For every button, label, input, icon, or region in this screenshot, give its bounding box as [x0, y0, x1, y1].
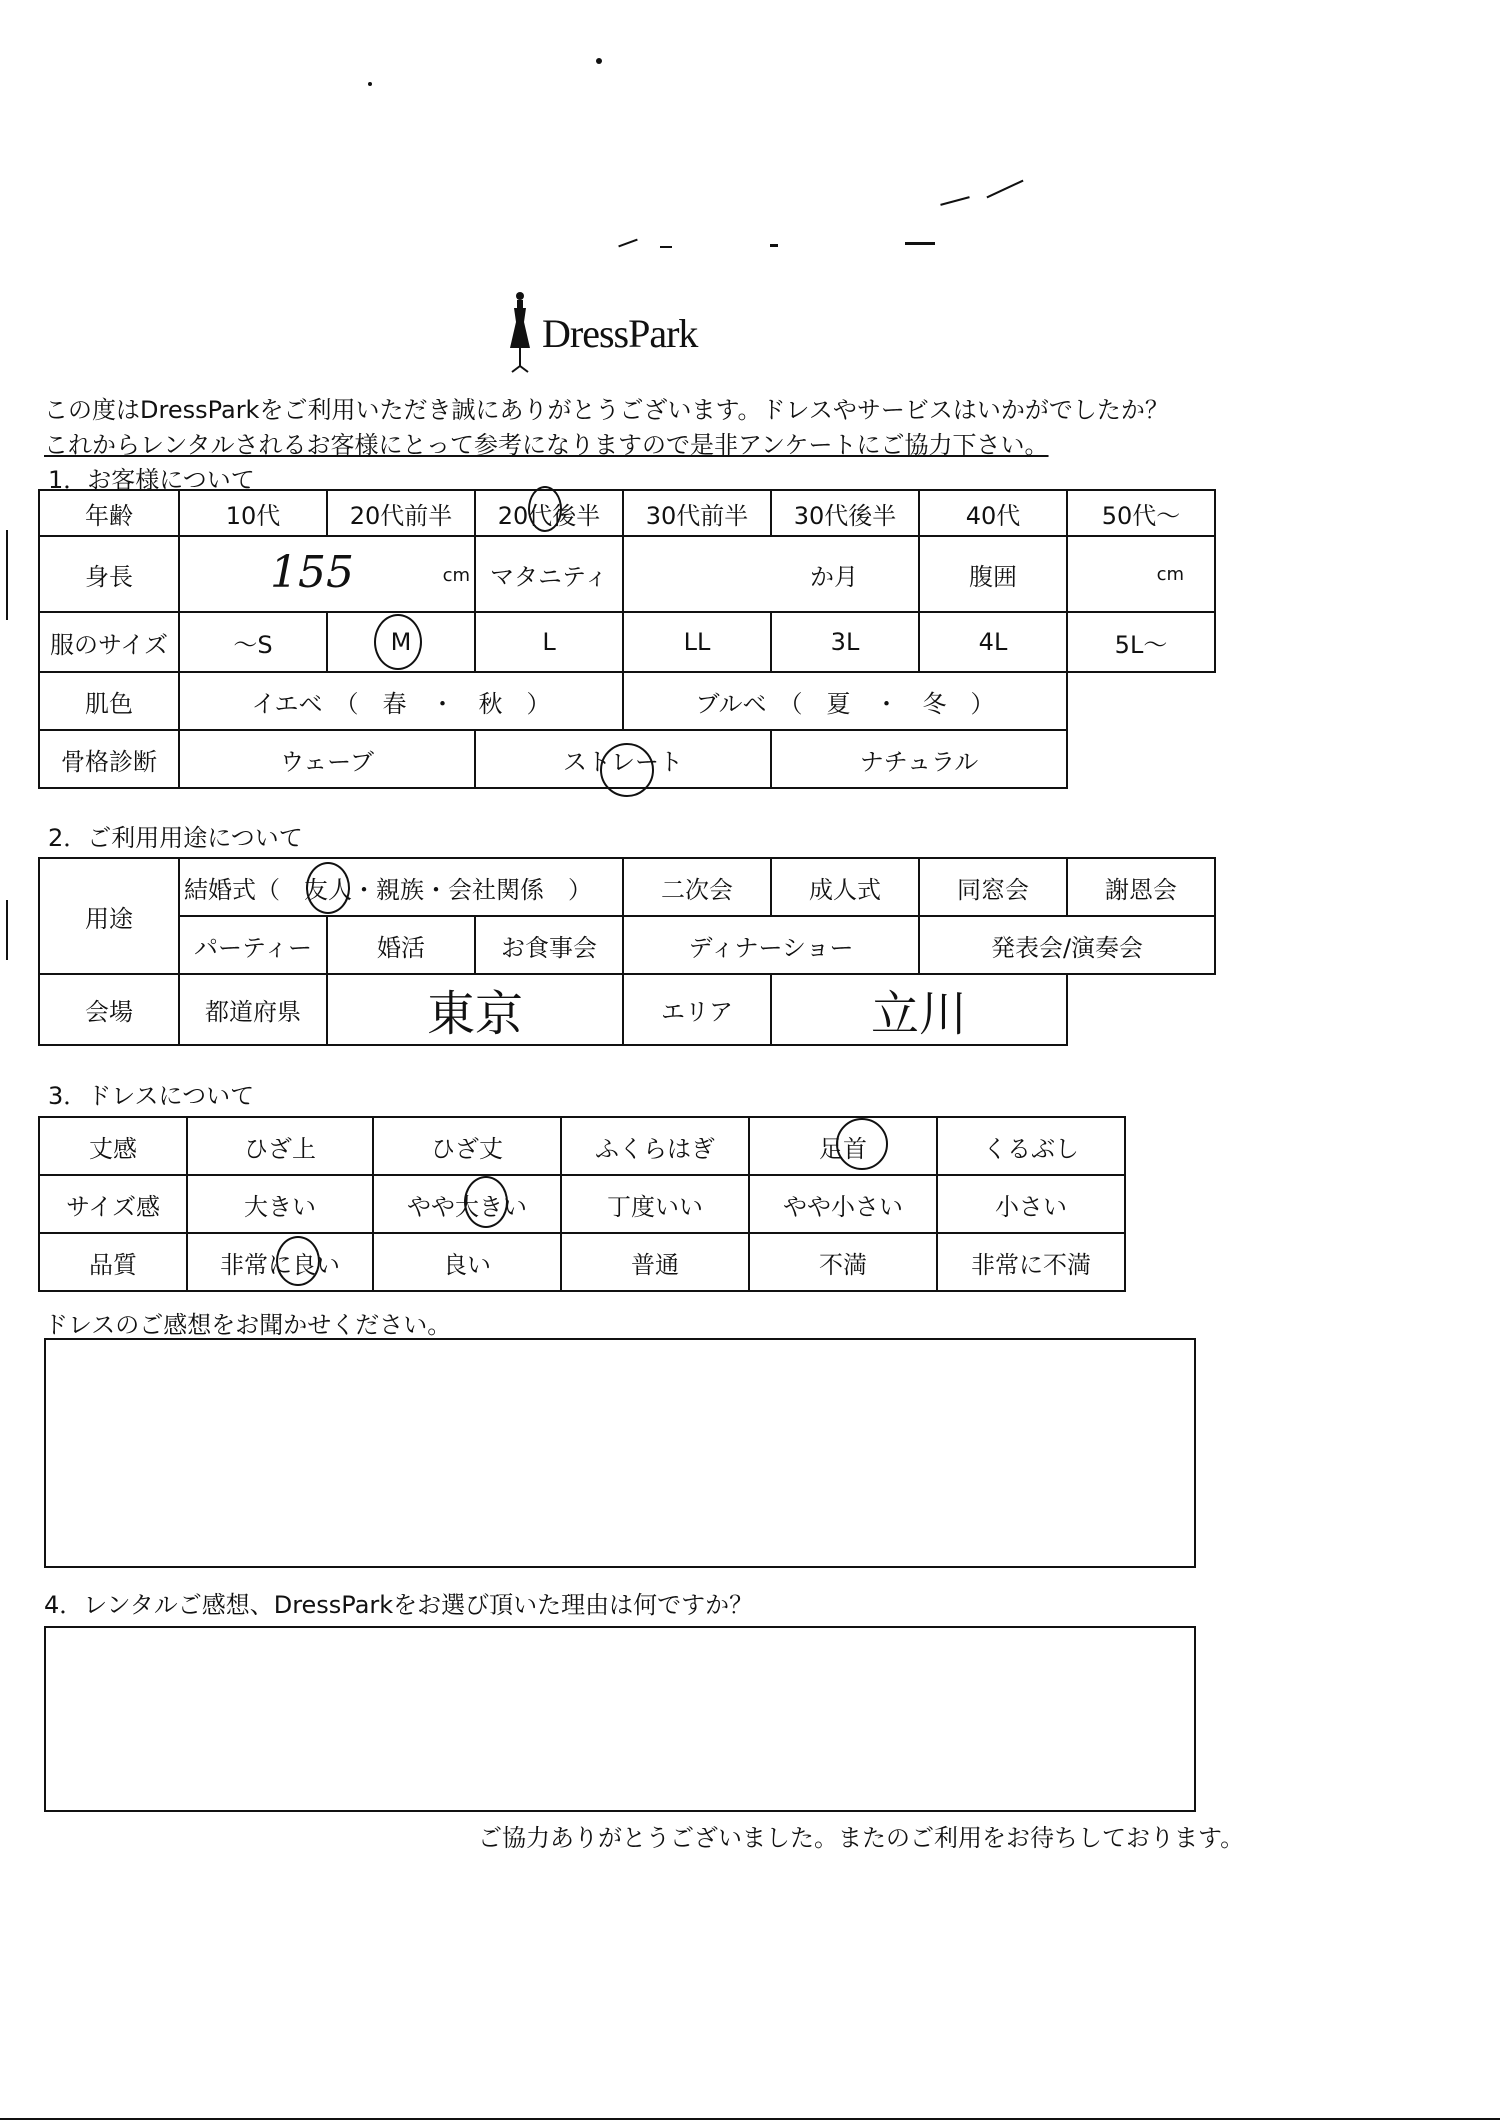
venue-row — [39, 974, 1215, 1045]
quality-option[interactable]: 普通 — [561, 1233, 749, 1291]
scan-speck — [596, 58, 602, 64]
area-label: エリア — [623, 974, 771, 1045]
scan-speck — [770, 244, 778, 247]
intro-line-1: この度はDressParkをご利用いただき誠にありがとうございます。ドレスやサービスはいかがでしたか？ — [44, 396, 1169, 424]
age-row — [39, 490, 1215, 536]
frame-option[interactable]: ウェーブ — [179, 730, 475, 788]
scan-speck — [986, 180, 1023, 199]
size-option[interactable]: 4L — [919, 612, 1067, 672]
maternity-month-field[interactable] — [623, 536, 919, 612]
usage-selection-mark — [306, 862, 350, 914]
height-value: 155 — [270, 547, 354, 598]
usage-option[interactable]: 謝恩会 — [1067, 858, 1215, 916]
section-4-title: 4．レンタルご感想、DressParkをお選び頂いた理由は何ですか？ — [44, 1591, 754, 1619]
skin-yellow-option[interactable]: イエベ （ 春 ・ 秋 ） — [179, 672, 623, 730]
quality-label: 品質 — [39, 1233, 187, 1291]
length-option[interactable]: ふくらはぎ — [561, 1117, 749, 1175]
brand-name: DressPark — [542, 311, 698, 356]
maternity-label: マタニティ — [475, 536, 623, 612]
length-option[interactable]: ひざ丈 — [373, 1117, 561, 1175]
usage-option[interactable]: 発表会/演奏会 — [919, 916, 1215, 974]
fit-option[interactable]: やや小さい — [749, 1175, 937, 1233]
quality-option[interactable]: 良い — [373, 1233, 561, 1291]
size-row — [39, 612, 1215, 672]
size-selection-mark — [374, 614, 422, 670]
height-field[interactable] — [179, 536, 475, 612]
scan-speck — [368, 82, 372, 86]
length-row — [39, 1117, 1125, 1175]
quality-row — [39, 1233, 1125, 1291]
usage-label: 用途 — [39, 858, 179, 974]
fit-option[interactable]: 大きい — [187, 1175, 373, 1233]
size-label: 服のサイズ — [39, 612, 179, 672]
fit-row — [39, 1175, 1125, 1233]
length-option[interactable]: くるぶし — [937, 1117, 1125, 1175]
waist-unit: cm — [1156, 563, 1184, 585]
skin-row — [39, 672, 1215, 730]
brand-logo — [500, 288, 760, 378]
dress-comment-box[interactable] — [44, 1338, 1196, 1568]
scan-edge-mark — [6, 530, 8, 620]
age-option[interactable]: 20代前半 — [327, 490, 475, 536]
fit-selection-mark — [464, 1176, 508, 1228]
usage-option[interactable]: ディナーショー — [623, 916, 919, 974]
age-option[interactable]: 20代後半 — [475, 490, 623, 536]
age-label: 年齢 — [39, 490, 179, 536]
scan-speck — [940, 196, 969, 206]
scan-edge-mark — [6, 900, 8, 960]
length-option[interactable]: 足首 — [749, 1117, 937, 1175]
usage-row-2 — [39, 916, 1215, 974]
rental-comment-box[interactable] — [44, 1626, 1196, 1812]
size-option[interactable]: ～S — [179, 612, 327, 672]
frame-option[interactable]: ストレート — [475, 730, 771, 788]
size-option[interactable]: L — [475, 612, 623, 672]
age-option[interactable]: 40代 — [919, 490, 1067, 536]
section-1-title: 1．お客様について — [48, 466, 255, 494]
waist-label: 腹囲 — [919, 536, 1067, 612]
age-option[interactable]: 30代後半 — [771, 490, 919, 536]
maternity-month-unit: か月 — [810, 562, 858, 591]
dress-comment-prompt: ドレスのご感想をお聞かせください。 — [44, 1311, 452, 1339]
fit-option[interactable]: 丁度いい — [561, 1175, 749, 1233]
quality-selection-mark — [276, 1236, 320, 1286]
waist-field[interactable] — [1067, 536, 1215, 612]
fit-label: サイズ感 — [39, 1175, 187, 1233]
frame-selection-mark — [600, 743, 654, 797]
age-option[interactable]: 30代前半 — [623, 490, 771, 536]
prefecture-value[interactable]: 東京 — [327, 974, 623, 1045]
scan-speck — [660, 246, 672, 248]
usage-option[interactable]: 二次会 — [623, 858, 771, 916]
size-option[interactable]: 3L — [771, 612, 919, 672]
age-option[interactable]: 10代 — [179, 490, 327, 536]
age-selection-mark — [528, 486, 562, 532]
size-option[interactable]: M — [327, 612, 475, 672]
dress-icon — [500, 288, 540, 378]
height-row — [39, 536, 1215, 612]
usage-table — [38, 857, 1216, 1046]
scan-speck — [905, 242, 935, 245]
prefecture-label: 都道府県 — [179, 974, 327, 1045]
scan-speck — [618, 239, 637, 248]
section-2-title: 2．ご利用用途について — [48, 824, 303, 852]
intro-line-2: これからレンタルされるお客様にとって参考になりますので是非アンケートにご協力下さい。 — [44, 431, 1049, 459]
length-option[interactable]: ひざ上 — [187, 1117, 373, 1175]
usage-option[interactable]: パーティー — [179, 916, 327, 974]
frame-row-spacer — [1067, 730, 1215, 788]
height-label: 身長 — [39, 536, 179, 612]
area-value[interactable]: 立川 — [771, 974, 1067, 1045]
venue-row-spacer — [1067, 974, 1215, 1045]
quality-option[interactable]: 非常に不満 — [937, 1233, 1125, 1291]
fit-option[interactable]: 小さい — [937, 1175, 1125, 1233]
skin-label: 肌色 — [39, 672, 179, 730]
quality-option[interactable]: 非常に良い — [187, 1233, 373, 1291]
section-3-title: 3．ドレスについて — [48, 1082, 255, 1110]
frame-option[interactable]: ナチュラル — [771, 730, 1067, 788]
usage-option[interactable]: 婚活 — [327, 916, 475, 974]
skin-blue-option[interactable]: ブルベ （ 夏 ・ 冬 ） — [623, 672, 1067, 730]
usage-option-wedding[interactable]: 結婚式（ 友人・親族・会社関係 ） — [179, 858, 623, 916]
length-selection-mark — [836, 1118, 888, 1170]
usage-option[interactable]: お食事会 — [475, 916, 623, 974]
length-label: 丈感 — [39, 1117, 187, 1175]
quality-option[interactable]: 不満 — [749, 1233, 937, 1291]
height-unit: cm — [442, 565, 470, 586]
skin-row-spacer — [1067, 672, 1215, 730]
usage-option[interactable]: 同窓会 — [919, 858, 1067, 916]
frame-label: 骨格診断 — [39, 730, 179, 788]
fit-option[interactable]: やや大きい — [373, 1175, 561, 1233]
dress-table — [38, 1116, 1126, 1292]
venue-label: 会場 — [39, 974, 179, 1045]
age-option[interactable]: 50代～ — [1067, 490, 1215, 536]
closing-message: ご協力ありがとうございました。またのご利用をお待ちしております。 — [478, 1824, 1245, 1852]
size-option[interactable]: 5L～ — [1067, 612, 1215, 672]
usage-option[interactable]: 成人式 — [771, 858, 919, 916]
size-option[interactable]: LL — [623, 612, 771, 672]
page-bottom-rule — [0, 2118, 1500, 2120]
usage-row-1 — [39, 858, 1215, 916]
